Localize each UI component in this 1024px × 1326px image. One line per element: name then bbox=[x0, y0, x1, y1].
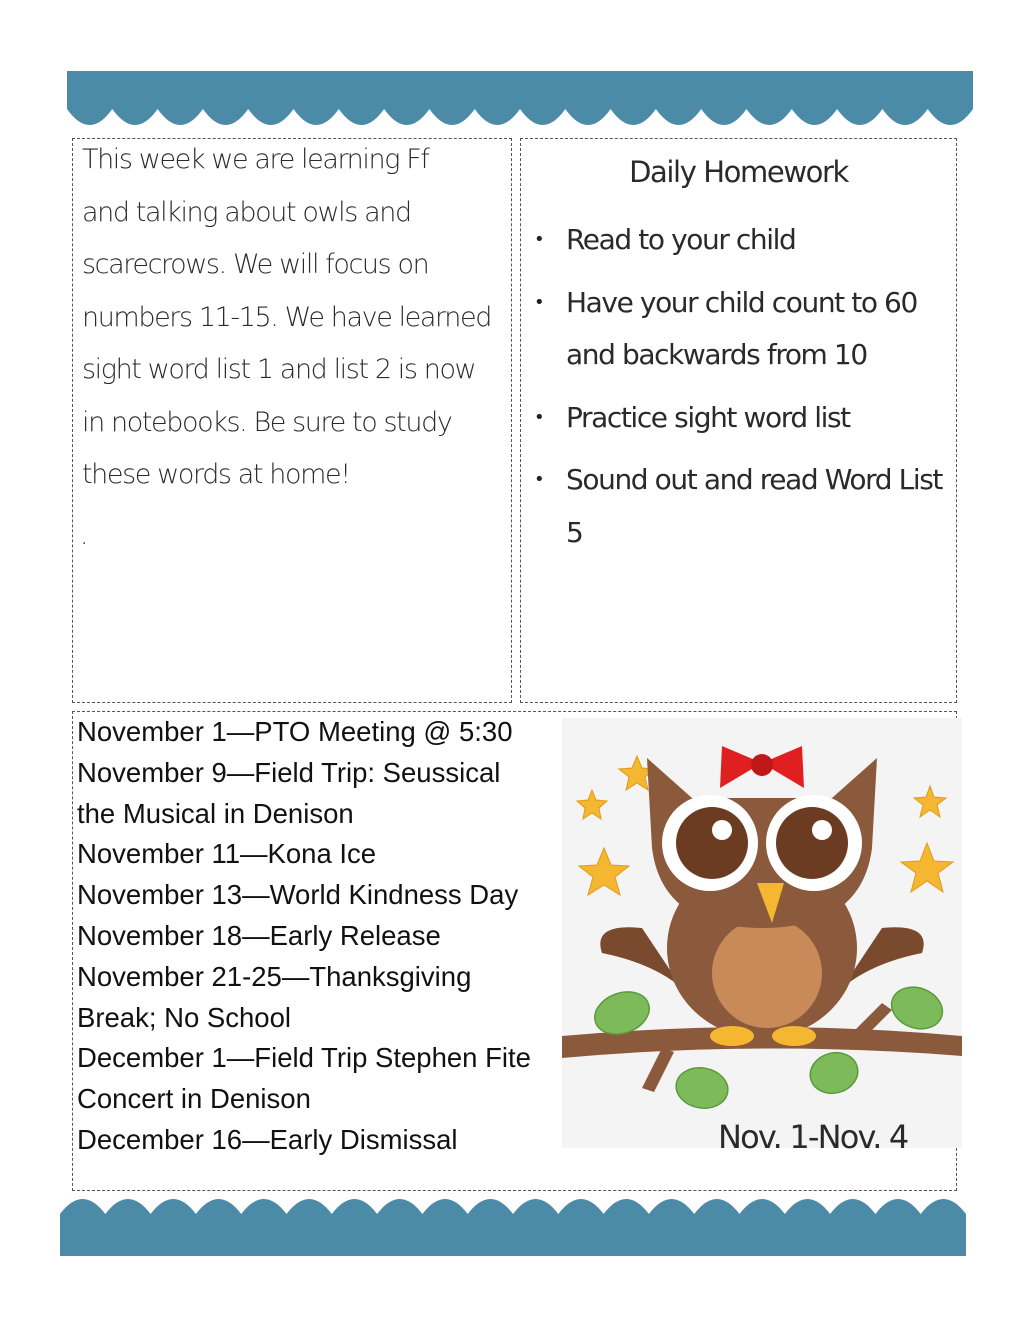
bullet-icon: • bbox=[534, 469, 544, 490]
event-line: December 16—Early Dismissal bbox=[77, 1123, 458, 1155]
stray-mark: . bbox=[82, 532, 87, 548]
event-line: December 1—Field Trip Stephen Fite bbox=[77, 1042, 531, 1074]
intro-line: these words at home! bbox=[82, 459, 350, 490]
event-line: November 13—World Kindness Day bbox=[77, 879, 519, 911]
intro-line: scarecrows. We will focus on bbox=[82, 249, 429, 280]
intro-line: sight word list 1 and list 2 is now bbox=[82, 354, 476, 385]
bottom-scallop-banner bbox=[60, 1196, 966, 1256]
events-list bbox=[77, 712, 597, 1161]
intro-line: in notebooks. Be sure to study bbox=[82, 406, 452, 438]
intro-line: and talking about owls and bbox=[82, 196, 411, 228]
bullet-icon: • bbox=[534, 406, 544, 428]
event-line: Concert in Denison bbox=[77, 1083, 311, 1115]
event-line: November 11—Kona Ice bbox=[77, 838, 377, 870]
event-line: the Musical in Denison bbox=[77, 797, 354, 829]
intro-paragraph bbox=[82, 134, 507, 502]
homework-item: • Sound out and read Word List 5 bbox=[532, 454, 942, 559]
top-scallop-banner bbox=[67, 71, 973, 133]
bullet-icon: • bbox=[534, 291, 544, 313]
intro-line: This week we are learning Ff bbox=[82, 144, 429, 175]
intro-line: numbers 11-15. We have learned bbox=[82, 301, 491, 333]
homework-item: • Practice sight word list bbox=[532, 392, 942, 445]
homework-item: • Have your child count to 60 and backwards from 10 bbox=[532, 277, 942, 382]
homework-list bbox=[532, 214, 942, 569]
date-range: Nov. 1-Nov. 4 bbox=[718, 1118, 908, 1156]
event-line: November 9—Field Trip: Seussical bbox=[77, 756, 501, 788]
event-line: Break; No School bbox=[77, 1001, 291, 1033]
event-line: November 21-25—Thanksgiving bbox=[77, 960, 472, 992]
bullet-icon: • bbox=[534, 229, 544, 250]
homework-item: • Read to your child bbox=[532, 214, 942, 267]
homework-title: Daily Homework bbox=[629, 155, 848, 189]
owl-illustration bbox=[562, 718, 962, 1148]
event-line: November 1—PTO Meeting @ 5:30 bbox=[77, 716, 513, 747]
event-line: November 18—Early Release bbox=[77, 919, 441, 951]
